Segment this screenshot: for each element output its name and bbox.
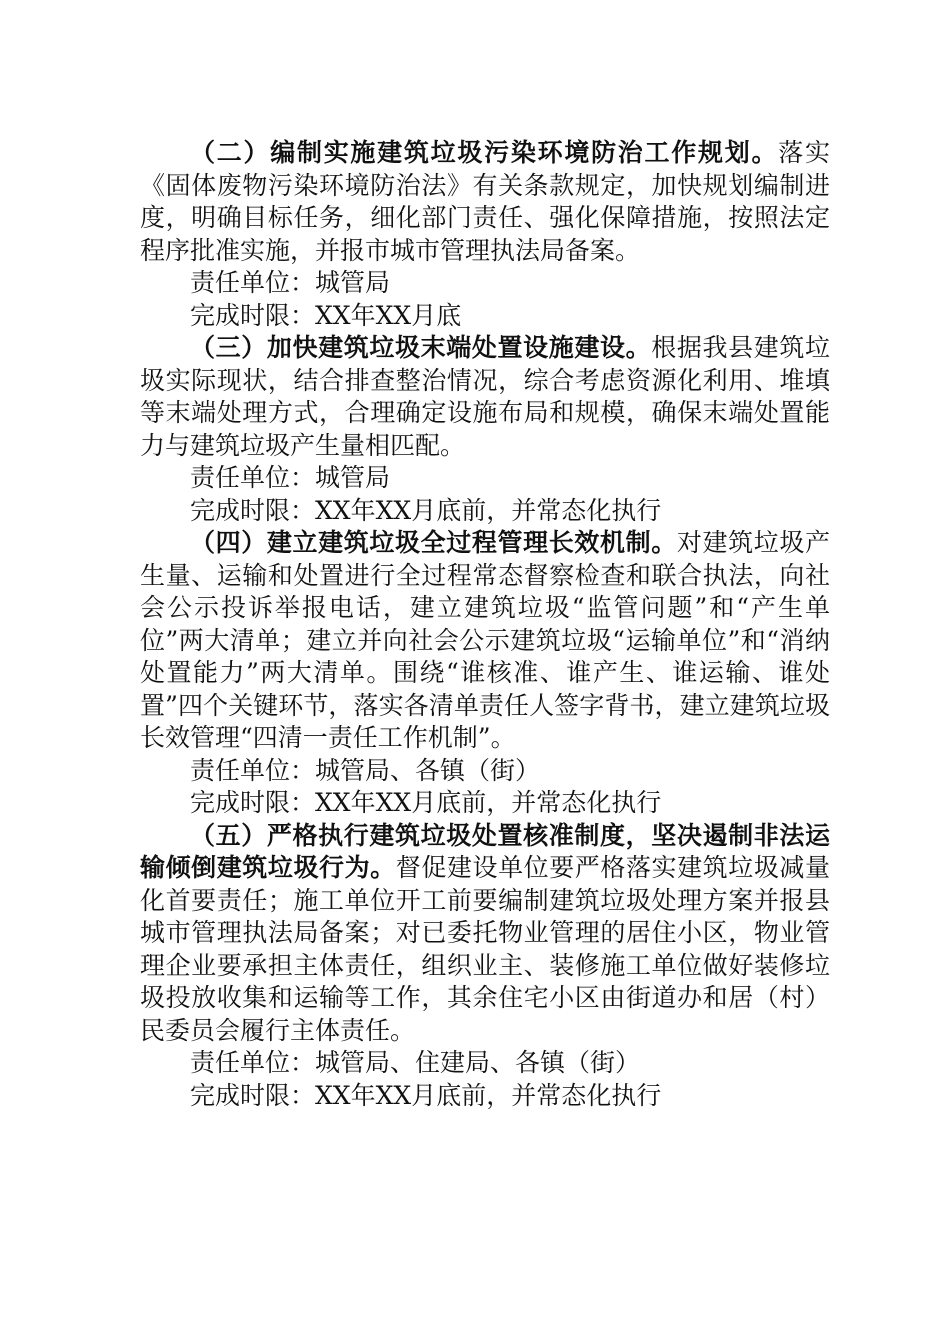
section-5-paragraph xyxy=(140,820,830,1048)
section-3-paragraph xyxy=(140,332,830,462)
section-3-deadline: 完成时限：XX年XX月底前，并常态化执行 xyxy=(190,495,662,525)
section-5-heading: （五）严格执行建筑垃圾处置核准制度，坚决遏制非法运输倾倒建筑垃圾行为。 xyxy=(140,820,830,882)
section-5-deadline: 完成时限：XX年XX月底前，并常态化执行 xyxy=(190,1080,662,1110)
section-3-heading: （三）加快建筑垃圾末端处置设施建设。 xyxy=(190,333,652,362)
section-2-deadline: 完成时限：XX年XX月底 xyxy=(190,300,462,330)
section-3-text: 根据我县建筑垃圾实际现状，结合排查整治情况，综合考虑资源化利用、堆填等末端处理方式，合理确定设施布局和规模，确保末端处置能力与建筑垃圾产生量相匹配。 xyxy=(140,333,830,460)
section-5-responsibility: 责任单位：城管局、住建局、各镇（街） xyxy=(190,1048,641,1077)
section-3-responsibility: 责任单位：城管局 xyxy=(190,463,391,492)
section-4-paragraph xyxy=(140,527,830,755)
section-4-deadline: 完成时限：XX年XX月底前，并常态化执行 xyxy=(190,788,662,817)
section-2-paragraph xyxy=(140,137,830,267)
section-4-heading: （四）建立建筑垃圾全过程管理长效机制。 xyxy=(190,528,677,557)
section-5-text: 督促建设单位要严格落实建筑垃圾减量化首要责任；施工单位开工前要编制建筑垃圾处理方案并报县城市管理执法局备案；对已委托物业管理的居住小区，物业管理企业要承担主体责任，组织业主、装修施工单位做好装修垃圾投放收集和运输等工作，其余住宅小区由街道办和居（村）民委员会履行主体责任。 xyxy=(140,853,830,1045)
section-4-responsibility: 责任单位：城管局、各镇（街） xyxy=(190,755,541,785)
section-2-text: 落实《固体废物污染环境防治法》有关条款规定，加快规划编制进度，明确目标任务，细化部门责任、强化保障措施，按照法定程序批准实施，并报市城市管理执法局备案。 xyxy=(140,138,830,265)
section-2-heading: （二）编制实施建筑垃圾污染环境防治工作规划。 xyxy=(190,138,779,167)
section-2-responsibility: 责任单位：城管局 xyxy=(190,268,391,297)
document-body xyxy=(140,137,830,1112)
section-4-text: 对建筑垃圾产生量、运输和处置进行全过程常态督察检查和联合执法，向社会公示投诉举报电话，建立建筑垃圾“监管问题”和“产生单位”两大清单；建立并向社会公示建筑垃圾“运输单位”和“消纳处置能力”两大清单。围绕“谁核准、谁产生、谁运输、谁处置”四个关键环节，落实各清单责任人签字背书，建立建筑垃圾长效管理“四清一责任工作机制”。 xyxy=(140,528,830,752)
